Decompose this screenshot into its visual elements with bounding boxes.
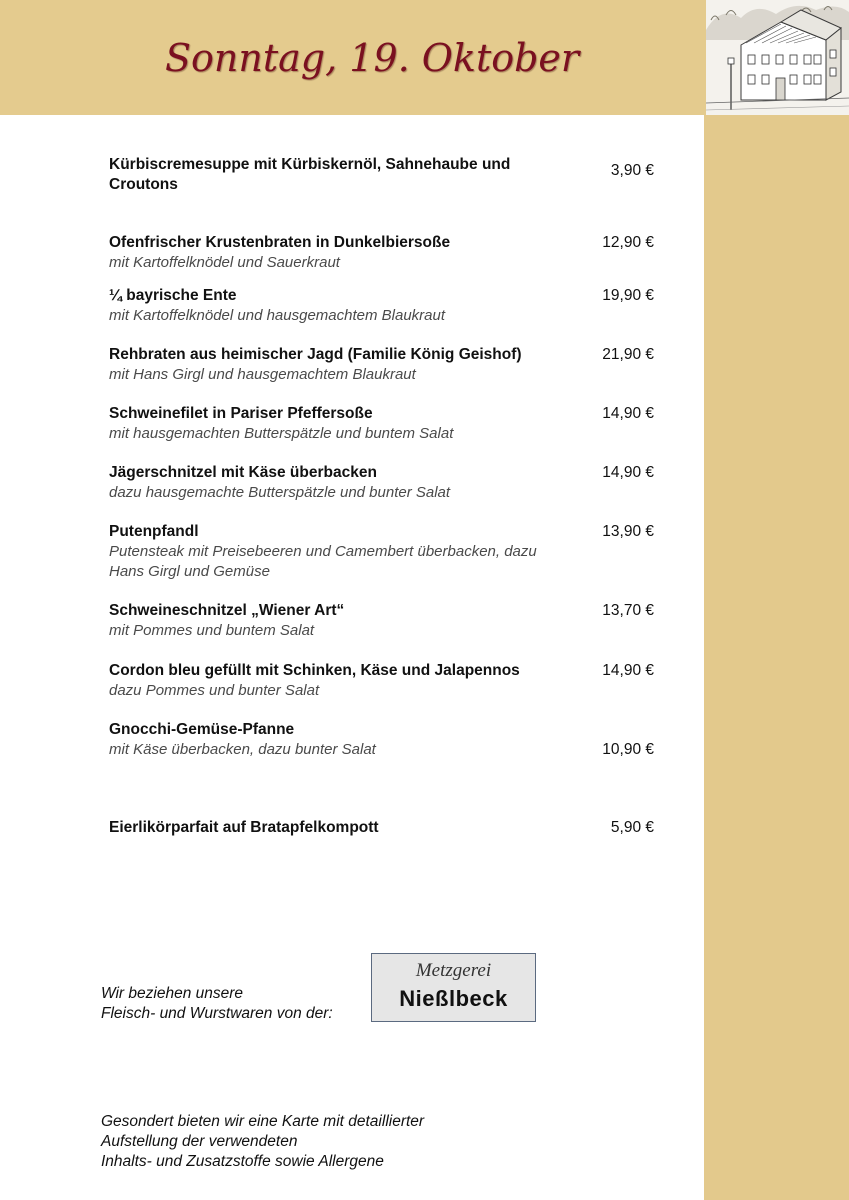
item-price: 14,90 € <box>602 662 654 679</box>
menu-item <box>109 601 654 641</box>
item-description: mit Kartoffelknödel und hausgemachtem Blaukraut <box>109 307 446 324</box>
menu-item <box>109 818 654 838</box>
building-sketch-image <box>706 0 849 115</box>
page-title: Sonntag, 19. Oktober <box>165 36 580 80</box>
item-price: 10,90 € <box>602 741 654 758</box>
item-name: Schweinefilet in Pariser Pfeffersoße <box>109 405 373 422</box>
item-name: Ofenfrischer Krustenbraten in Dunkelbiersoße <box>109 234 451 251</box>
allergen-line-2: Aufstellung der verwendeten <box>101 1133 298 1150</box>
item-name: Gnocchi-Gemüse-Pfanne <box>109 721 295 738</box>
item-price: 19,90 € <box>602 287 654 304</box>
side-band <box>704 115 849 1200</box>
item-name: Kürbiscremesuppe mit Kürbiskernöl, Sahnehaube und Croutons <box>109 156 511 193</box>
menu-item <box>109 233 654 273</box>
item-name: ¼ bayrische Ente <box>109 287 237 304</box>
item-description: mit Kartoffelknödel und Sauerkraut <box>109 254 340 271</box>
item-name: Putenpfandl <box>109 523 199 540</box>
item-price: 5,90 € <box>610 819 654 836</box>
item-price: 3,90 € <box>610 162 654 179</box>
item-price: 14,90 € <box>602 405 654 422</box>
item-name: Schweineschnitzel „Wiener Art“ <box>109 602 345 619</box>
item-description: Putensteak mit Preisebeeren und Camembert überbacken, dazu Hans Girgl und Gemüse <box>109 543 537 580</box>
menu-item <box>109 720 654 760</box>
supplier-line-2: Fleisch- und Wurstwaren von der: <box>101 1005 333 1022</box>
allergen-line-1: Gesondert bieten wir eine Karte mit detaillierter <box>101 1113 425 1130</box>
menu-item <box>109 404 654 444</box>
supplier-line-1: Wir beziehen unsere <box>101 985 244 1002</box>
item-description: mit Pommes und buntem Salat <box>109 622 315 639</box>
item-price: 13,90 € <box>602 523 654 540</box>
item-price: 14,90 € <box>602 464 654 481</box>
item-price: 21,90 € <box>602 346 654 363</box>
menu-item <box>109 522 654 582</box>
supplier-box-top: Metzgerei <box>415 960 492 981</box>
item-name: Rehbraten aus heimischer Jagd (Familie König Geishof) <box>109 346 522 363</box>
item-price: 13,70 € <box>602 602 654 619</box>
allergen-note <box>101 1112 424 1172</box>
item-description: mit hausgemachten Butterspätzle und buntem Salat <box>109 425 454 442</box>
item-price: 12,90 € <box>602 234 654 251</box>
supplier-text <box>101 984 333 1024</box>
item-name: Cordon bleu gefüllt mit Schinken, Käse und Jalapennos <box>109 662 520 679</box>
item-name: Jägerschnitzel mit Käse überbacken <box>109 464 377 481</box>
item-name: Eierlikörparfait auf Bratapfelkompott <box>109 819 379 836</box>
item-description: mit Käse überbacken, dazu bunter Salat <box>109 741 376 758</box>
allergen-line-3: Inhalts- und Zusatzstoffe sowie Allergene <box>101 1153 384 1170</box>
supplier-box-name: Nießlbeck <box>399 986 508 1011</box>
menu-item <box>109 463 654 503</box>
menu-item <box>109 155 654 195</box>
item-description: dazu hausgemachte Butterspätzle und bunter Salat <box>109 484 451 501</box>
supplier-logo-box <box>371 953 536 1022</box>
menu-item <box>109 661 654 701</box>
item-description: dazu Pommes und bunter Salat <box>109 682 320 699</box>
item-description: mit Hans Girgl und hausgemachtem Blaukraut <box>109 366 416 383</box>
menu-item <box>109 286 654 326</box>
menu-item <box>109 345 654 385</box>
